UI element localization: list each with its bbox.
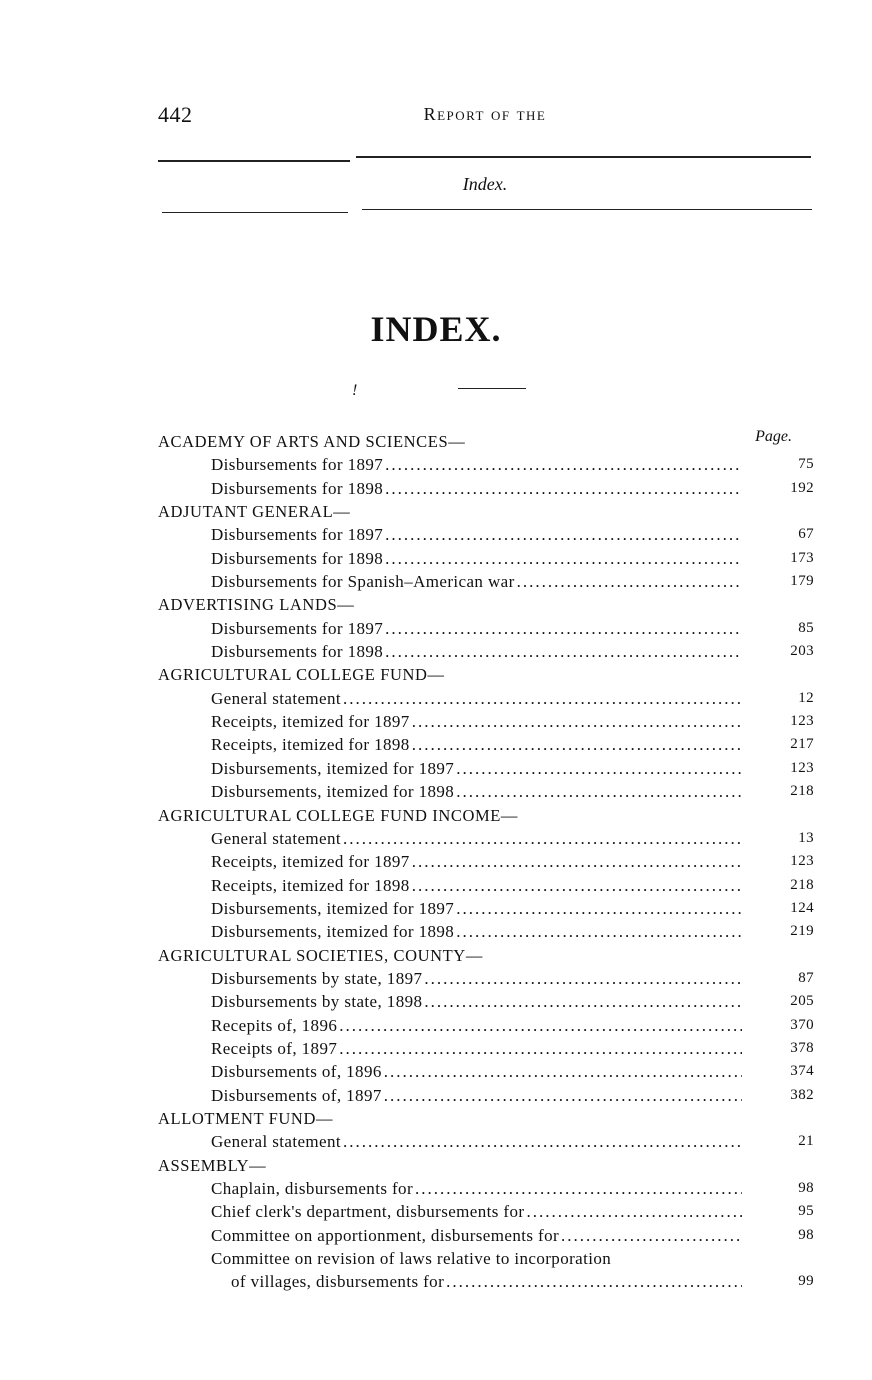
entry-text: Disbursements, itemized for 1897 <box>211 898 455 918</box>
leader-dots <box>424 967 742 990</box>
entry-page-number: 378 <box>790 1039 814 1056</box>
entry-line <box>211 990 742 1013</box>
entry-text: of villages, disbursements for <box>231 1272 445 1292</box>
entry-page-number: 87 <box>798 969 814 986</box>
index-entry <box>158 897 818 920</box>
entry-page-number: 123 <box>790 759 814 776</box>
entry-text: General statement <box>211 828 341 848</box>
entry-text: Receipts, itemized for 1897 <box>211 852 410 872</box>
index-entry <box>158 1060 818 1083</box>
entry-line <box>211 453 742 476</box>
entry-text: General statement <box>211 688 341 708</box>
entry-line <box>158 1107 818 1130</box>
leader-dots <box>526 1200 742 1223</box>
entry-line <box>211 874 742 897</box>
index-entry <box>158 733 818 756</box>
entry-page-number: 203 <box>790 643 814 660</box>
bottom-rule-right <box>362 209 812 210</box>
entry-text: General statement <box>211 1132 341 1152</box>
entry-line <box>211 1084 742 1107</box>
leader-dots <box>412 733 742 756</box>
entry-text: Disbursements for 1897 <box>211 525 384 545</box>
entry-line <box>211 710 742 733</box>
entry-page-number: 192 <box>790 479 814 496</box>
entry-line <box>211 640 742 663</box>
entry-text: Disbursements, itemized for 1898 <box>211 782 455 802</box>
index-entry <box>158 920 818 943</box>
index-heading <box>158 500 818 523</box>
entry-page-number: 98 <box>798 1180 814 1196</box>
entry-line <box>158 1154 818 1177</box>
index-entry <box>158 1247 818 1270</box>
entry-line <box>211 1037 742 1060</box>
entry-text: Disbursements, itemized for 1897 <box>211 758 455 778</box>
index-entry <box>158 850 818 873</box>
index-entry <box>158 453 818 476</box>
entry-line <box>158 430 818 453</box>
entry-text: ACADEMY OF ARTS AND SCIENCES— <box>158 432 466 451</box>
index-entry <box>158 780 818 803</box>
entry-text: Committee on revision of laws relative to incorporation <box>211 1249 612 1269</box>
leader-dots <box>385 477 742 500</box>
index-entry <box>158 710 818 733</box>
entry-text: Committee on apportionment, disbursements for <box>211 1225 560 1245</box>
leader-dots <box>385 617 742 640</box>
entry-page-number: 21 <box>798 1133 814 1150</box>
entry-text: Receipts, itemized for 1898 <box>211 875 410 895</box>
entry-page-number: 374 <box>790 1063 814 1080</box>
index-entry <box>158 1177 818 1200</box>
entry-page-number: 218 <box>790 876 814 893</box>
entry-line <box>158 500 818 523</box>
entry-line <box>211 1130 742 1153</box>
entry-text: Disbursements for 1897 <box>211 455 384 475</box>
entry-page-number: 124 <box>790 899 814 916</box>
entry-page-number: 12 <box>798 689 814 706</box>
entry-line <box>211 827 742 850</box>
top-rule-left <box>158 160 350 162</box>
leader-dots <box>385 640 742 663</box>
entry-line <box>231 1270 742 1293</box>
entry-line <box>211 617 742 640</box>
entry-text: Recepits of, 1896 <box>211 1015 338 1035</box>
leader-dots <box>456 780 742 803</box>
index-heading <box>158 804 818 827</box>
entry-text: Disbursements by state, 1897 <box>211 968 423 988</box>
entry-text: ADJUTANT GENERAL— <box>158 502 351 522</box>
entry-line <box>211 523 742 546</box>
index-heading <box>158 1154 818 1177</box>
entry-text: Receipts, itemized for 1897 <box>211 712 410 732</box>
page-column-label: Page. <box>755 428 792 445</box>
leader-dots <box>385 523 742 546</box>
top-rule-right <box>356 156 811 158</box>
index-entry <box>158 477 818 500</box>
index-entry <box>158 1014 818 1037</box>
entry-page-number: 99 <box>798 1273 814 1290</box>
leader-dots <box>343 827 742 850</box>
entry-line <box>211 780 742 803</box>
index-entry <box>158 547 818 570</box>
section-label: Index. <box>462 174 508 194</box>
entry-line <box>211 967 742 990</box>
entry-text: ASSEMBLY— <box>158 1155 267 1175</box>
index-entry <box>158 1200 818 1223</box>
entry-text: ADVERTISING LANDS— <box>158 595 355 615</box>
running-head <box>158 102 812 132</box>
entry-line <box>211 1014 742 1037</box>
entry-text: Disbursements for Spanish–American war <box>211 572 515 592</box>
index-entry <box>158 1130 818 1153</box>
entry-line <box>158 804 818 827</box>
entry-page-number: 13 <box>798 829 814 846</box>
leader-dots <box>384 1084 742 1107</box>
index-entry <box>158 687 818 710</box>
index-heading <box>158 593 818 616</box>
entry-text: Disbursements by state, 1898 <box>211 992 423 1012</box>
leader-dots <box>415 1177 742 1200</box>
leader-dots <box>339 1014 742 1037</box>
entry-page-number: 219 <box>790 923 814 940</box>
entry-line <box>158 663 818 686</box>
entry-line <box>211 1200 742 1223</box>
entry-page-number: 179 <box>790 573 814 590</box>
entry-line <box>158 944 818 967</box>
index-heading <box>158 1107 818 1130</box>
leader-dots <box>385 453 742 476</box>
entry-line <box>211 850 742 873</box>
leader-dots <box>412 710 742 733</box>
entry-page-number: 370 <box>790 1016 814 1033</box>
index-entries <box>158 430 818 1294</box>
leader-dots <box>384 1060 742 1083</box>
entry-text: AGRICULTURAL COLLEGE FUND INCOME— <box>158 805 519 825</box>
entry-text: AGRICULTURAL COLLEGE FUND— <box>158 665 445 685</box>
index-entry <box>158 570 818 593</box>
entry-line <box>211 733 742 756</box>
leader-dots <box>446 1270 742 1293</box>
entry-line <box>211 547 742 570</box>
entry-text: Disbursements for 1897 <box>211 618 384 638</box>
entry-text: Chief clerk's department, disbursements for <box>211 1202 525 1222</box>
title-rule <box>458 388 526 389</box>
entry-page-number: 85 <box>798 619 814 636</box>
index-entry <box>158 640 818 663</box>
entry-text: Disbursements of, 1897 <box>211 1085 382 1105</box>
entry-text: Receipts, itemized for 1898 <box>211 735 410 755</box>
leader-dots <box>456 920 742 943</box>
leader-dots <box>517 570 742 593</box>
leader-dots <box>343 687 742 710</box>
entry-text: Disbursements of, 1896 <box>211 1062 382 1082</box>
entry-line <box>211 570 742 593</box>
entry-text: Receipts of, 1897 <box>211 1038 338 1058</box>
entry-text: Disbursements for 1898 <box>211 642 384 662</box>
entry-page-number: 95 <box>798 1203 814 1220</box>
leader-dots <box>412 850 742 873</box>
leader-dots <box>412 874 742 897</box>
page-number: 442 <box>158 102 193 127</box>
index-heading <box>158 663 818 686</box>
leader-dots <box>343 1130 742 1153</box>
entry-page-number: 205 <box>790 993 814 1010</box>
entry-line <box>211 757 742 780</box>
entry-page-number: 75 <box>798 456 814 473</box>
entry-text: Disbursements for 1898 <box>211 548 384 568</box>
index-entry <box>158 967 818 990</box>
index-entry <box>158 757 818 780</box>
entry-page-number: 217 <box>790 736 814 753</box>
bottom-rule-left <box>162 212 348 213</box>
entry-text: Disbursements for 1898 <box>211 478 384 498</box>
entry-page-number: 173 <box>790 549 814 566</box>
running-title: Report of the <box>423 104 547 124</box>
entry-line <box>211 1177 742 1200</box>
entry-text: AGRICULTURAL SOCIETIES, COUNTY— <box>158 945 483 965</box>
entry-page-number: 98 <box>798 1226 814 1243</box>
leader-dots <box>456 897 742 920</box>
entry-line <box>211 687 742 710</box>
entry-text: Disbursements, itemized for 1898 <box>211 922 455 942</box>
index-entry <box>158 1084 818 1107</box>
index-entry <box>158 617 818 640</box>
leader-dots <box>385 547 742 570</box>
entry-line <box>211 920 742 943</box>
entry-page-number: 382 <box>790 1086 814 1103</box>
entry-page-number: 67 <box>798 526 814 543</box>
leader-dots <box>561 1224 742 1247</box>
entry-text: Chaplain, disbursements for <box>211 1179 414 1198</box>
index-entry <box>158 1037 818 1060</box>
entry-line <box>211 1060 742 1083</box>
entry-page-number: 123 <box>790 853 814 870</box>
leader-dots <box>456 757 742 780</box>
index-entry <box>158 1224 818 1247</box>
index-entry <box>158 827 818 850</box>
entry-page-number: 218 <box>790 783 814 800</box>
index-heading <box>158 430 818 453</box>
stray-mark: ! <box>352 382 358 399</box>
index-entry <box>158 990 818 1013</box>
index-title: INDEX. <box>370 309 502 349</box>
index-heading <box>158 944 818 967</box>
entry-line <box>211 1247 742 1270</box>
entry-line <box>158 593 818 616</box>
index-entry <box>158 874 818 897</box>
entry-line <box>211 477 742 500</box>
entry-page-number: 123 <box>790 713 814 730</box>
leader-dots <box>339 1037 742 1060</box>
leader-dots <box>424 990 742 1013</box>
entry-line <box>211 1224 742 1247</box>
index-entry <box>158 1270 818 1293</box>
entry-text: ALLOTMENT FUND— <box>158 1108 334 1128</box>
index-entry <box>158 523 818 546</box>
entry-line <box>211 897 742 920</box>
